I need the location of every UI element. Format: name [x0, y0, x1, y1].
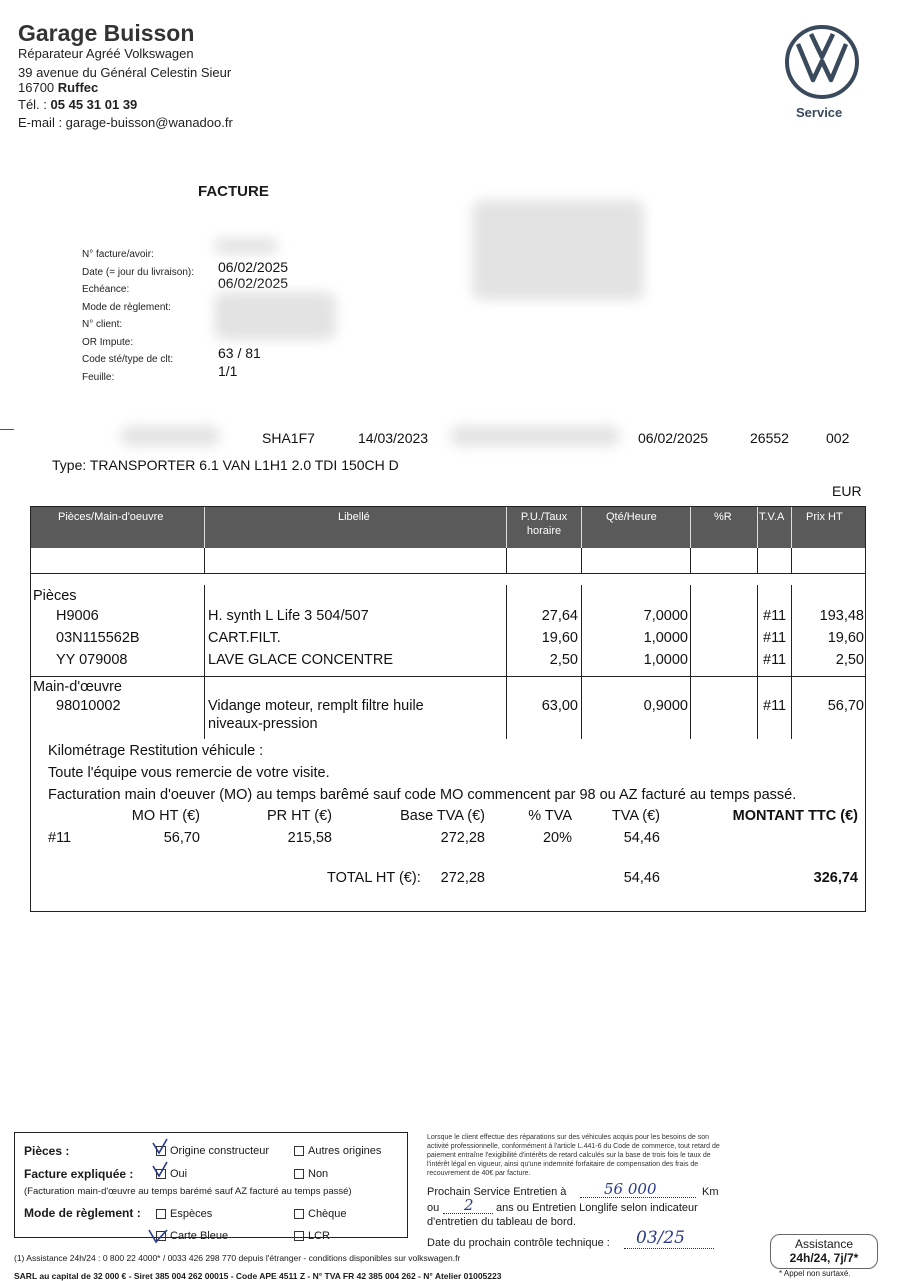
autres-option[interactable]	[294, 1145, 381, 1157]
row-sep	[31, 573, 865, 574]
item-pu: 27,64	[541, 608, 578, 624]
redacted-customer-address	[472, 200, 644, 300]
mo-qty: 0,9000	[643, 698, 688, 714]
checkbox-icon[interactable]	[294, 1231, 304, 1241]
section-pieces: Pièces	[33, 588, 77, 604]
assistance-sub: 24h/24, 7j/7*	[789, 1251, 859, 1265]
garage-phone-line	[18, 97, 137, 112]
col-sep	[757, 548, 758, 573]
col-sep	[204, 585, 205, 739]
col-sep	[757, 585, 758, 739]
garage-subtitle: Réparateur Agréé Volkswagen	[18, 46, 194, 61]
meta-echeance: 06/02/2025	[218, 275, 289, 291]
totals-header-pr: PR HT (€)	[267, 808, 332, 824]
phone-label: Tél. :	[18, 97, 47, 112]
assistance-line: (1) Assistance 24h/24 : 0 800 22 4000* / 0033 426 298 770 depuis l'étranger - conditions disponibles sur volkswagen.fr	[14, 1253, 461, 1263]
brand-service: Service	[796, 105, 843, 120]
garage-address: 39 avenue du Général Celestin Sieur	[18, 65, 232, 80]
meta-label: N° client:	[82, 319, 123, 330]
item-tva: #11	[763, 630, 787, 646]
meta-feuille: 1/1	[218, 363, 238, 379]
redacted-plate	[120, 426, 220, 446]
col-header-pu: P.U./Taux horaire	[520, 511, 568, 537]
col-sep	[690, 548, 691, 573]
col-sep	[581, 585, 582, 739]
item-prix: 193,48	[819, 608, 864, 624]
totals-header-base: Base TVA (€)	[400, 808, 485, 824]
item-qty: 1,0000	[643, 630, 688, 646]
vehicle-km: 26552	[750, 430, 789, 446]
note-mo: Facturation main d'oeuver (MO) au temps barêmé sauf code MO commencent par 98 ou AZ facturé au temps passé.	[48, 787, 797, 803]
vehicle-num: 002	[826, 430, 850, 446]
ct-label: Date du prochain contrôle technique :	[427, 1237, 610, 1249]
meta-label: N° facture/avoir:	[82, 249, 154, 260]
doc-title: FACTURE	[198, 183, 269, 200]
total-ht-value: 272,28	[440, 870, 485, 886]
col-sep	[791, 548, 792, 573]
legal-text: Lorsque le client effectue des réparations sur des véhicules acquis pour les besoins de son activité professionnelle, conformément à l'article L.441-6 du Code de commerce, tout retard de paiement entraîne l'exigibilité d'intérêts de retard calculés sur la base de trois fois le taux de l'intérêt légal en vigueur, ainsi qu'une indemnité forfaitaire de compensation des frais de recouvrement de 40€ par facture.	[427, 1134, 720, 1177]
note-km: Kilométrage Restitution véhicule :	[48, 743, 264, 759]
garage-city: Ruffec	[57, 80, 99, 95]
autres-label: Autres origines	[308, 1145, 382, 1157]
col-sep	[506, 585, 507, 739]
meta-label: Mode de règlement:	[82, 301, 171, 313]
meta-label: Date (= jour du livraison):	[82, 266, 194, 278]
cheque-option[interactable]	[294, 1208, 347, 1220]
vw-logo-icon	[784, 24, 860, 100]
fold-mark	[0, 429, 14, 430]
facturation-note: (Facturation main-d'œuvre au temps barémé sauf AZ facturé au temps passé)	[24, 1186, 352, 1197]
item-pu: 19,60	[541, 630, 578, 646]
mo-label: Vidange moteur, remplt filtre huile	[208, 698, 424, 714]
prochain-value: 56 000	[604, 1180, 657, 1198]
mo-prix: 56,70	[827, 698, 864, 714]
totals-header-pct: % TVA	[528, 808, 572, 824]
redacted-client-info	[214, 292, 336, 340]
item-qty: 1,0000	[643, 652, 688, 668]
col-sep	[690, 585, 691, 739]
col-header-prix: Prix HT	[806, 511, 843, 523]
mode-label: Mode de règlement :	[24, 1206, 141, 1220]
handwritten-check-icon	[150, 1137, 170, 1162]
item-pu: 2,50	[549, 652, 578, 668]
total-ht-label: TOTAL HT (€):	[327, 870, 421, 886]
km-unit: Km	[702, 1186, 719, 1198]
meta-label: Feuille:	[82, 371, 115, 383]
handwritten-check-icon	[146, 1226, 170, 1251]
totals-header-ttc: MONTANT TTC (€)	[732, 808, 858, 824]
item-prix: 2,50	[835, 652, 864, 668]
meta-labels	[82, 246, 194, 386]
checkbox-icon[interactable]	[294, 1146, 304, 1156]
ou-label: ou	[427, 1202, 440, 1214]
meta-label: Code sté/type de clt:	[82, 354, 174, 365]
col-header-qty: Qté/Heure	[606, 511, 657, 523]
meta-label: Echéance:	[82, 284, 130, 295]
assistance-title: Assistance	[794, 1237, 854, 1251]
phone-number: 05 45 31 01 39	[50, 97, 138, 112]
col-sep	[791, 585, 792, 739]
item-ref: 03N115562B	[56, 630, 140, 646]
col-sep	[506, 548, 507, 573]
lcr-option[interactable]	[294, 1230, 330, 1242]
facture-label: Facture expliquée :	[24, 1167, 134, 1181]
totals-pr-ht: 215,58	[287, 830, 332, 846]
totals-tva: 54,46	[623, 830, 660, 846]
handwritten-check-icon	[150, 1160, 170, 1185]
col-header-remise: %R	[714, 511, 732, 523]
checkbox-icon[interactable]	[294, 1169, 304, 1179]
item-ref: YY 079008	[56, 652, 128, 668]
garage-city-line	[18, 80, 98, 95]
totals-base: 272,28	[440, 830, 485, 846]
note-thanks: Toute l'équipe vous remercie de votre visite.	[48, 765, 330, 781]
mo-tva: #11	[763, 698, 787, 714]
totals-header-mo: MO HT (€)	[131, 808, 200, 824]
garage-email: E-mail : garage-buisson@wanadoo.fr	[18, 115, 233, 130]
ans-value: 2	[464, 1196, 474, 1214]
currency: EUR	[832, 483, 862, 499]
invoice-table	[30, 506, 866, 912]
ct-value: 03/25	[636, 1228, 685, 1248]
redacted-vin	[450, 426, 620, 446]
ans-text-2: d'entretien du tableau de bord.	[427, 1216, 576, 1228]
col-header-pieces: Pièces/Main-d'oeuvre	[58, 511, 164, 523]
totals-header-tva: TVA (€)	[611, 808, 660, 824]
item-ref: H9006	[56, 608, 99, 624]
item-label: CART.FILT.	[208, 630, 281, 646]
col-header-libelle: Libellé	[338, 511, 370, 523]
totals-mo-ht: 56,70	[163, 830, 200, 846]
mo-label-2: niveaux-pression	[208, 716, 318, 732]
ans-text: ans ou Entretien Longlife selon indicateur	[496, 1202, 698, 1214]
total-ttc-value: 326,74	[813, 870, 858, 886]
vehicle-type: Type: TRANSPORTER 6.1 VAN L1H1 2.0 TDI 150CH D	[52, 457, 399, 473]
oui-label: Oui	[170, 1168, 188, 1180]
totals-pct: 20%	[542, 830, 572, 846]
carte-label: Carte Bleue	[170, 1230, 229, 1242]
meta-date: 06/02/2025	[218, 259, 289, 275]
non-label: Non	[308, 1168, 329, 1180]
vehicle-date1: 14/03/2023	[358, 430, 429, 446]
section-main-oeuvre: Main-d'œuvre	[33, 679, 122, 695]
origine-option[interactable]	[156, 1145, 269, 1157]
col-sep	[581, 548, 582, 573]
assistance-badge	[770, 1234, 878, 1269]
checkbox-icon[interactable]	[294, 1209, 304, 1219]
vehicle-code: SHA1F7	[262, 430, 315, 446]
checkbox-icon[interactable]	[156, 1209, 166, 1219]
redacted-invoice-number	[214, 238, 278, 254]
garage-postcode: 16700	[18, 80, 55, 95]
totals-code: #11	[48, 830, 72, 846]
row-sep	[31, 676, 865, 677]
non-option[interactable]	[294, 1168, 328, 1180]
col-header-tva: T.V.A	[759, 511, 785, 523]
especes-label: Espèces	[170, 1208, 213, 1220]
prochain-label: Prochain Service Entretien à	[427, 1186, 567, 1198]
lcr-label: LCR	[308, 1230, 331, 1242]
origine-label: Origine constructeur	[170, 1145, 270, 1157]
garage-name: Garage Buisson	[18, 20, 195, 46]
total-tva-value: 54,46	[623, 870, 660, 886]
item-label: LAVE GLACE CONCENTRE	[208, 652, 394, 668]
item-tva: #11	[763, 608, 787, 624]
col-sep	[204, 548, 205, 573]
cheque-label: Chèque	[308, 1208, 347, 1220]
item-label: H. synth L Life 3 504/507	[208, 608, 369, 624]
mo-pu: 63,00	[541, 698, 578, 714]
appel-note: * Appel non surtaxé.	[779, 1269, 851, 1278]
meta-label: OR Impute:	[82, 336, 134, 348]
item-qty: 7,0000	[643, 608, 688, 624]
footer-pieces-label: Pièces :	[24, 1144, 70, 1158]
mo-ref: 98010002	[56, 698, 121, 714]
item-tva: #11	[763, 652, 787, 668]
vehicle-date2: 06/02/2025	[638, 430, 709, 446]
item-prix: 19,60	[827, 630, 864, 646]
sarl-line: SARL au capital de 32 000 € - Siret 385 004 262 00015 - Code APE 4511 Z - N° TVA FR 42 385 004 262 - N° Atelier 01005223	[14, 1271, 502, 1281]
meta-code: 63 / 81	[218, 345, 261, 361]
especes-option[interactable]	[156, 1208, 212, 1220]
